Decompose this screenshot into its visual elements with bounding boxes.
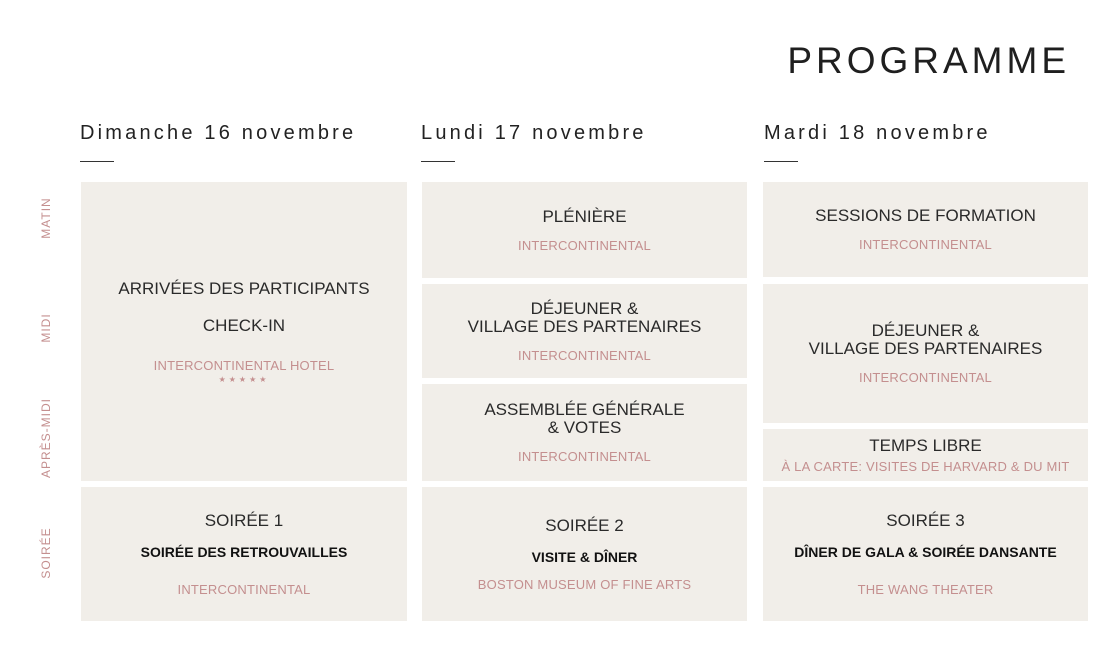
event-soiree-2: [422, 487, 747, 621]
event-soiree-1: [81, 487, 407, 621]
event-dejeuner-mardi: [763, 284, 1088, 423]
period-label-matin: MATIN: [39, 197, 53, 239]
event-title-line-1: DÉJEUNER &: [530, 298, 639, 318]
event-title: SOIRÉE 2: [545, 515, 624, 535]
period-label-midi: MIDI: [39, 313, 53, 343]
event-title-line-1: ASSEMBLÉE GÉNÉRALE: [484, 400, 685, 419]
event-subtitle: CHECK-IN: [202, 315, 286, 335]
event-title-line-2: & VOTES: [547, 418, 622, 437]
event-venue: INTERCONTINENTAL: [859, 237, 992, 252]
hotel-stars: ★★★★★: [218, 374, 270, 384]
event-title: SOIRÉE 3: [886, 510, 965, 530]
event-sessions-formation: [763, 182, 1088, 277]
event-subtitle: DÎNER DE GALA & SOIRÉE DANSANTE: [794, 543, 1057, 560]
day-label: Dimanche 16 novembre: [80, 122, 357, 144]
day-header-monday: [421, 122, 647, 162]
period-label-soiree: SOIRÉE: [39, 527, 53, 579]
event-title-line-2: VILLAGE DES PARTENAIRES: [467, 316, 702, 336]
event-title: TEMPS LIBRE: [869, 435, 982, 455]
day-label: Lundi 17 novembre: [421, 122, 647, 144]
event-arrivals: [81, 182, 407, 481]
event-title: SOIRÉE 1: [204, 510, 284, 530]
event-title: ARRIVÉES DES PARTICIPANTS: [118, 278, 370, 298]
event-assemblee: [422, 384, 747, 481]
event-soiree-3: [763, 487, 1088, 621]
event-temps-libre: [763, 429, 1088, 481]
day-divider: [764, 161, 798, 162]
period-label-apres-midi: APRÈS-MIDI: [39, 397, 53, 479]
event-title-line-1: DÉJEUNER &: [871, 321, 980, 340]
day-divider: [421, 161, 455, 162]
event-venue: À LA CARTE: VISITES DE HARVARD & DU MIT: [781, 458, 1070, 474]
event-venue: THE WANG THEATER: [857, 581, 994, 597]
day-header-sunday: [80, 122, 356, 162]
event-venue: INTERCONTINENTAL HOTEL: [153, 357, 335, 373]
event-venue: INTERCONTINENTAL: [518, 237, 651, 253]
event-title-line-2: VILLAGE DES PARTENAIRES: [808, 339, 1043, 358]
day-label: Mardi 18 novembre: [764, 122, 991, 144]
event-pleniere: [422, 182, 747, 278]
event-subtitle: VISITE & DÎNER: [531, 548, 638, 565]
day-divider: [80, 161, 114, 162]
event-dejeuner-lundi: [422, 284, 747, 378]
event-venue: INTERCONTINENTAL: [518, 449, 651, 464]
event-venue: INTERCONTINENTAL: [859, 370, 992, 385]
event-title: PLÉNIÈRE: [542, 206, 627, 226]
page-title: PROGRAMME: [787, 40, 1070, 81]
event-subtitle: SOIRÉE DES RETROUVAILLES: [140, 543, 348, 560]
event-title: SESSIONS DE FORMATION: [815, 206, 1036, 225]
event-venue: INTERCONTINENTAL: [177, 581, 311, 597]
day-header-tuesday: [764, 122, 991, 162]
event-venue: INTERCONTINENTAL: [518, 347, 651, 363]
event-venue: BOSTON MUSEUM OF FINE ARTS: [477, 576, 692, 592]
